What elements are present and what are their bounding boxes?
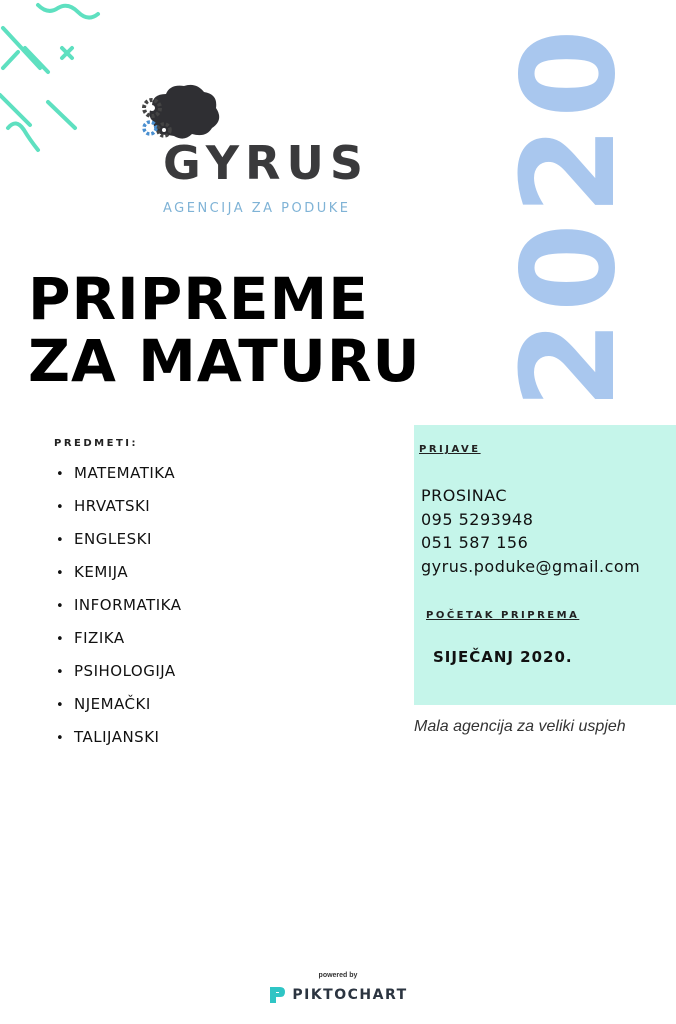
email-address: gyrus.poduke@gmail.com	[421, 556, 641, 576]
subject-item: • PSIHOLOGIJA	[56, 660, 181, 693]
subject-item: • HRVATSKI	[56, 495, 181, 528]
start-label: POČETAK PRIPREMA	[426, 610, 580, 621]
decorative-lines	[0, 0, 110, 170]
brand-subtitle: AGENCIJA ZA PODUKE	[163, 201, 351, 216]
brand-name: GYRUS	[163, 136, 369, 190]
subject-item: • KEMIJA	[56, 561, 181, 594]
subject-item: • INFORMATIKA	[56, 594, 181, 627]
subject-item: • FIZIKA	[56, 627, 181, 660]
subjects-title: PREDMETI:	[54, 438, 138, 449]
subject-item: • NJEMAČKI	[56, 693, 181, 726]
year-vertical	[495, 20, 644, 410]
headline	[28, 265, 478, 395]
headline-line-1: PRIPREME	[28, 265, 369, 333]
piktochart-name: PIKTOCHART	[292, 987, 408, 1003]
subject-item: • MATEMATIKA	[56, 462, 181, 495]
start-date: SIJEČANJ 2020.	[433, 648, 573, 666]
powered-by-label: powered by	[318, 972, 358, 979]
registration-month: PROSINAC	[421, 486, 508, 505]
piktochart-logo[interactable]	[0, 985, 676, 1005]
subject-item: • TALIJANSKI	[56, 726, 181, 759]
phone-number-2: 051 587 156	[421, 533, 529, 552]
contact-info	[421, 484, 640, 578]
piktochart-icon	[268, 985, 286, 1005]
subject-item: • ENGLESKI	[56, 528, 181, 561]
subjects-list	[56, 462, 181, 759]
year-text: 2020	[495, 20, 644, 410]
tagline: Mala agencija za veliki uspjeh	[414, 718, 626, 735]
registration-label: PRIJAVE	[419, 444, 481, 455]
phone-number-1: 095 5293948	[421, 509, 534, 529]
headline-line-2: ZA MATURU	[28, 327, 421, 395]
